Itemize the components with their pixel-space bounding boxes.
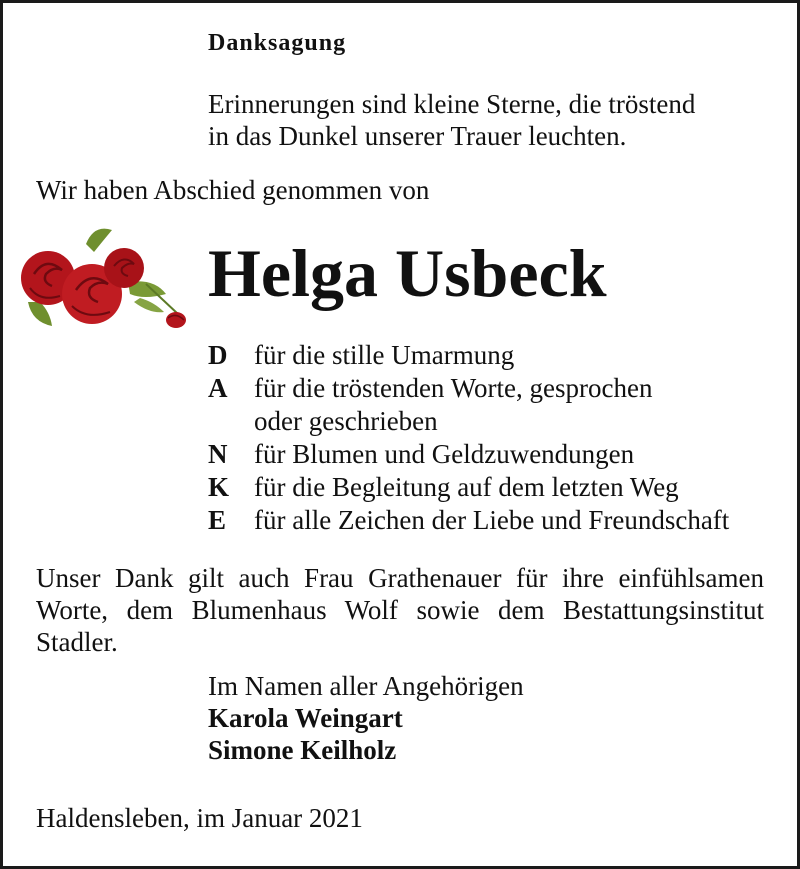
acrostic-text: für alle Zeichen der Liebe und Freundschaft bbox=[254, 505, 730, 535]
thanks-line-1: Unser Dank gilt auch Frau Grathenauer für ihre einfühlsamen bbox=[36, 563, 764, 593]
farewell-intro: Wir haben Abschied genommen von bbox=[36, 175, 430, 205]
deceased-name: Helga Usbeck bbox=[208, 235, 607, 311]
place-date: Haldensleben, im Januar 2021 bbox=[36, 803, 363, 833]
danke-row bbox=[208, 438, 729, 471]
acrostic-text: für Blumen und Geldzuwendungen bbox=[254, 439, 635, 469]
thanks-paragraph bbox=[36, 562, 764, 658]
danke-row bbox=[208, 372, 729, 405]
acrostic-letter: D bbox=[208, 340, 228, 370]
thanks-line-3: Stadler. bbox=[36, 627, 118, 657]
signature-name-2: Simone Keilholz bbox=[208, 735, 397, 765]
signature-name-1: Karola Weingart bbox=[208, 703, 403, 733]
acrostic-text: für die stille Umarmung bbox=[254, 340, 515, 370]
roses-image bbox=[16, 222, 188, 334]
danke-row bbox=[208, 339, 729, 372]
danke-row bbox=[208, 504, 729, 537]
acrostic-letter: N bbox=[208, 439, 228, 469]
quote-line-2: in das Dunkel unserer Trauer leuchten. bbox=[208, 121, 627, 151]
danke-acrostic bbox=[208, 339, 729, 537]
quote bbox=[208, 88, 695, 152]
danke-row bbox=[208, 471, 729, 504]
notice-title: Danksagung bbox=[208, 30, 347, 56]
acrostic-text: für die Begleitung auf dem letzten Weg bbox=[254, 472, 679, 502]
acrostic-letter: A bbox=[208, 373, 228, 403]
quote-line-1: Erinnerungen sind kleine Sterne, die tröstend bbox=[208, 89, 696, 119]
signature-block bbox=[208, 670, 524, 766]
signature-intro: Im Namen aller Angehörigen bbox=[208, 671, 524, 701]
acrostic-letter: K bbox=[208, 472, 230, 502]
thanks-line-2: Worte, dem Blumenhaus Wolf sowie dem Bestattungsinstitut bbox=[36, 595, 764, 625]
acrostic-text: für die tröstenden Worte, gesprochen bbox=[254, 373, 653, 403]
acrostic-letter: E bbox=[208, 505, 227, 535]
danke-row-continuation: oder geschrieben bbox=[254, 406, 438, 436]
